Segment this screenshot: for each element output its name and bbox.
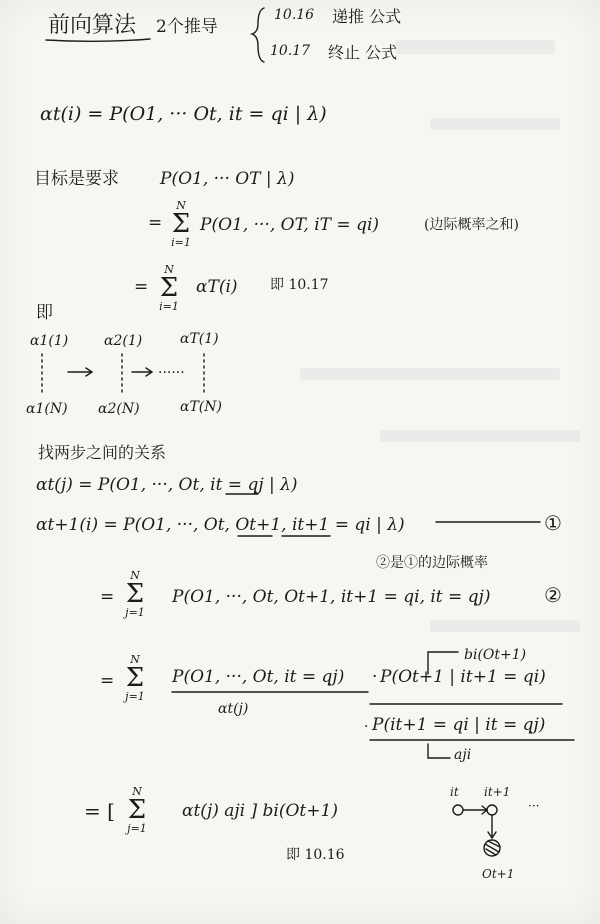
- diagram-node-shading: [485, 841, 500, 855]
- relation-alpha-t1: αt+1(i) = P(O1, ···, Ot, Ot+1, it+1 = qi | λ): [36, 515, 405, 535]
- header-brace: [252, 8, 264, 62]
- relation-bi-label: bi(Ot+1): [464, 647, 527, 663]
- relation-line3-factor3: P(it+1 = qi | it = qj): [372, 715, 546, 735]
- relation-sum-3: [124, 786, 150, 835]
- relation-line3-factor1: P(O1, ···, Ot, it = qj): [172, 667, 345, 687]
- sum-upper: N: [130, 569, 140, 582]
- lattice-a11: α1(1): [30, 333, 69, 349]
- sum-upper: N: [176, 199, 186, 212]
- sigma: Σ: [159, 273, 179, 303]
- goal-line1-note: (边际概率之和): [424, 217, 519, 233]
- sum-lower: j=1: [125, 690, 145, 703]
- lattice-a1N: α1(N): [26, 401, 68, 417]
- sum-upper: N: [164, 263, 174, 276]
- bleed-through-text: [430, 118, 560, 130]
- bleed-through-text: [395, 40, 555, 54]
- lattice-arrow-1: [68, 368, 92, 376]
- goal-line2-note: 即 10.17: [270, 277, 329, 293]
- bleed-through-text: [380, 430, 580, 442]
- lattice-title: 即: [36, 303, 53, 323]
- relation-sum-1: [122, 570, 148, 619]
- lattice-arrow-2: [132, 368, 152, 376]
- title-underline: [46, 39, 150, 41]
- relation-mark2: ②: [544, 583, 562, 607]
- goal-expression: P(O1, ··· OT | λ): [160, 169, 295, 189]
- relation-final-body: αt(j) aji ] bi(Ot+1): [182, 801, 338, 821]
- header-count: 2个推导: [156, 17, 218, 37]
- relation-line3-factor2: P(Ot+1 | it+1 = qi): [380, 667, 546, 687]
- lattice-aTN: αT(N): [180, 399, 222, 415]
- diagram-label-ot1: Ot+1: [482, 867, 515, 881]
- goal-line2-body: αT(i): [196, 277, 238, 297]
- goal-line1-body: P(O1, ···, OT, iT = qi): [200, 215, 380, 235]
- header-item1-num: 10.16: [274, 7, 315, 23]
- aji-annotation-arrow: [428, 744, 450, 758]
- diagram-emission: [488, 815, 496, 838]
- relation-final-note: 即 10.16: [286, 847, 345, 863]
- sum-upper: N: [132, 785, 142, 798]
- relation-sum-2: [122, 654, 148, 703]
- header-item1-text: 递推 公式: [332, 7, 402, 26]
- sum-lower: i=1: [171, 236, 191, 249]
- diagram-label-it: it: [450, 785, 459, 799]
- lattice-dots: ······: [158, 365, 185, 381]
- bleed-through-text: [430, 620, 580, 632]
- relation-mark1: ①: [544, 511, 562, 535]
- header-item2-num: 10.17: [270, 43, 311, 59]
- relation-aji: aji: [454, 747, 472, 763]
- lattice-aT1: αT(1): [180, 331, 219, 347]
- goal-line2-equals: =: [134, 277, 149, 297]
- diagram-ellipsis: ···: [528, 799, 540, 813]
- diagram-node-ot1: [484, 840, 500, 856]
- sum-upper: N: [130, 653, 140, 666]
- relation-dot: ·: [372, 667, 378, 687]
- alpha-definition: αt(i) = P(O1, ··· Ot, it = qi | λ): [40, 103, 327, 125]
- goal-sum-2: [156, 264, 182, 313]
- sigma: Σ: [127, 795, 147, 825]
- sigma: Σ: [125, 663, 145, 693]
- relation-alpha-tj: αt(j): [218, 701, 249, 717]
- relation-final-bracket: = [: [84, 799, 115, 823]
- relation-note2: ②是①的边际概率: [376, 555, 488, 571]
- diagram-edge: [463, 806, 487, 814]
- diagram-node-it: [453, 805, 463, 815]
- relation-line2-equals: =: [100, 587, 115, 607]
- sum-lower: j=1: [125, 606, 145, 619]
- goal-label: 目标是要求: [34, 169, 119, 189]
- relation-alpha-t: αt(j) = P(O1, ···, Ot, it = qj | λ): [36, 475, 298, 495]
- goal-sum-1: [168, 200, 194, 249]
- sum-lower: i=1: [159, 300, 179, 313]
- header-item2-text: 终止 公式: [328, 43, 398, 62]
- sigma: Σ: [125, 579, 145, 609]
- relation-line3-equals: =: [100, 671, 115, 691]
- relation-line2-body: P(O1, ···, Ot, Ot+1, it+1 = qi, it = qj): [172, 587, 491, 607]
- sum-lower: j=1: [127, 822, 147, 835]
- relation-dot: ·: [364, 719, 369, 735]
- diagram-node-it1: [487, 805, 497, 815]
- bleed-through-text: [300, 368, 560, 380]
- diagram-label-it1: it+1: [484, 785, 511, 799]
- sigma: Σ: [171, 209, 191, 239]
- lattice-a21: α2(1): [104, 333, 143, 349]
- relation-title: 找两步之间的关系: [38, 443, 167, 462]
- lattice-a2N: α2(N): [98, 401, 140, 417]
- goal-line1-equals: =: [148, 213, 163, 233]
- header-title: 前向算法: [48, 13, 137, 38]
